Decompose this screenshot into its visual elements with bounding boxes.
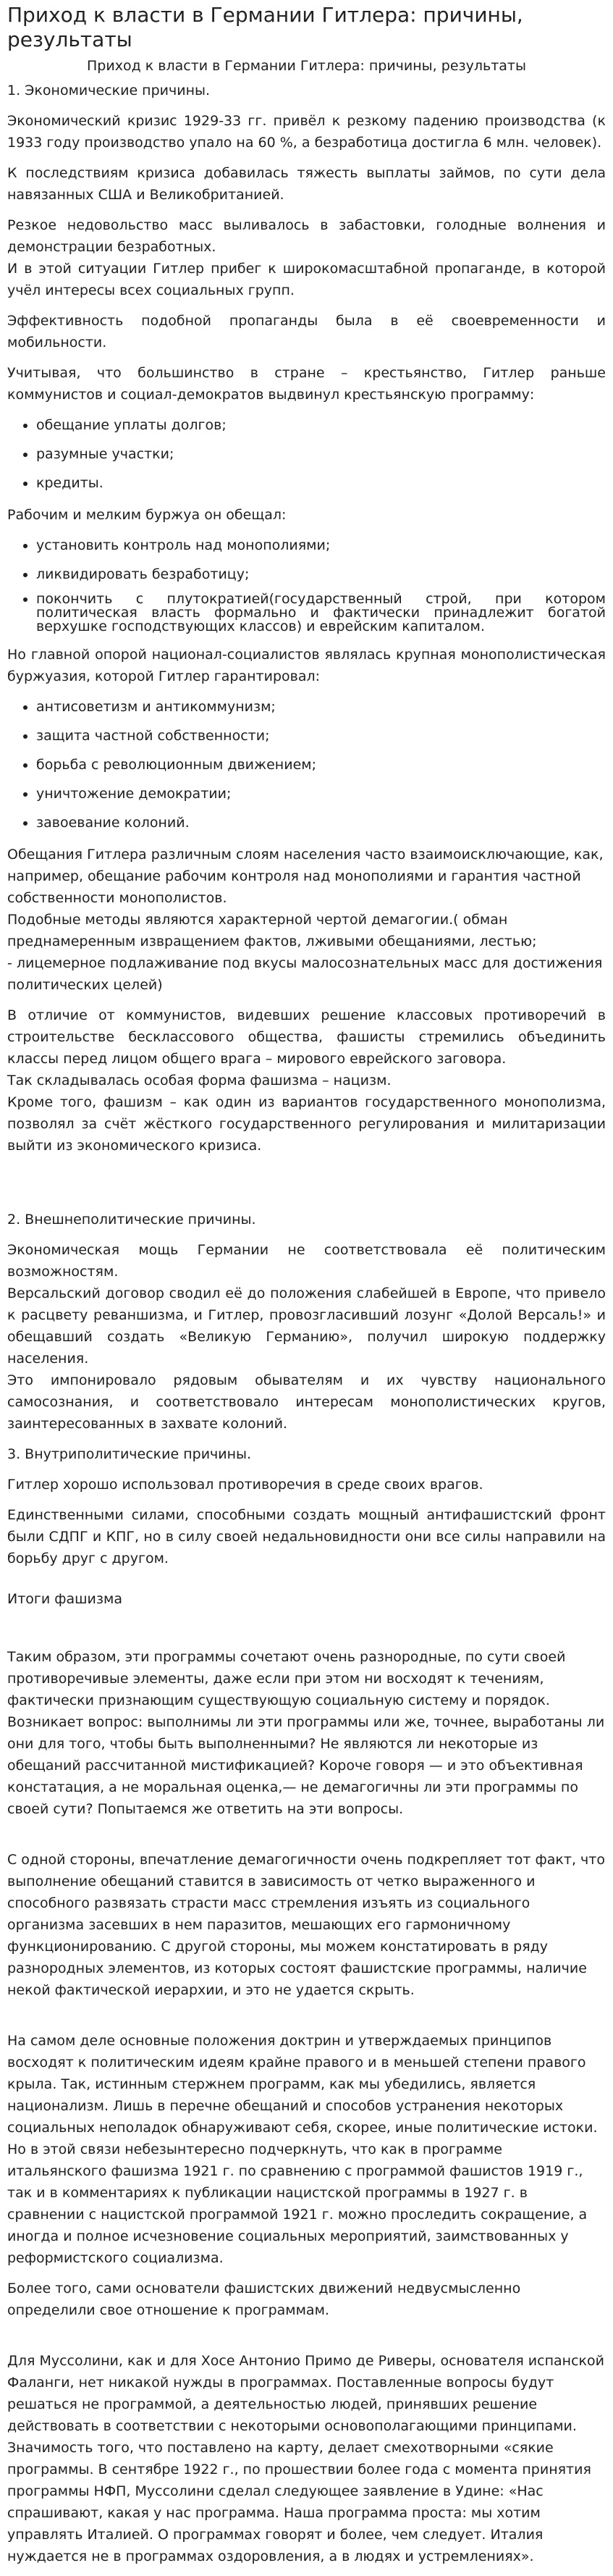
list-item: • антисоветизм и антикоммунизм; bbox=[36, 696, 606, 718]
paragraph: Таким образом, эти программы сочетают очень разнородные, по сути своей противоречивые элементы, даже если при этом ни восходят к течениям, фактически признающим существующую социальную систему и порядок. Возникает вопрос: выполнимы ли эти программы или же, точнее, выработаны ли они для того, чтобы быть выполненными? Не являются ли некоторые из обещаний рассчитанной мистификацией? Короче говоря — и это объективная констатация, а не моральная оценка,— не демагогичны ли эти программы по своей сути? Попытаемся же ответить на эти вопросы. bbox=[7, 1649, 605, 1817]
paragraph: Это импонировало рядовым обывателям и их чувству национального самосознания, и соответствовало интересам монополистических кругов, заинтересованных в захвате колоний. bbox=[7, 1372, 606, 1432]
paragraph: Рабочим и мелким буржуа он обещал: bbox=[7, 507, 287, 523]
paragraph: Гитлер хорошо использовал противоречия в среде своих врагов. bbox=[7, 1477, 483, 1493]
page-title: Приход к власти в Германии Гитлера: причины, результаты bbox=[7, 3, 523, 51]
paragraph: Экономическая мощь Германии не соответствовала её политическим возможностям. bbox=[7, 1242, 606, 1280]
paragraph: И в этой ситуации Гитлер прибег к широкомасштабной пропаганде, в которой учёл интересы всех социальных групп. bbox=[7, 261, 606, 298]
paragraph: Резкое недовольство масс выливалось в забастовки, голодные волнения и демонстрации безработных. bbox=[7, 217, 606, 255]
spacer bbox=[7, 1165, 606, 1209]
section-heading-foreign: 2. Внешнеполитические причины. bbox=[7, 1212, 256, 1228]
list-item: • разумные участки; bbox=[36, 443, 606, 465]
workers-promises-list bbox=[7, 534, 606, 634]
peasant-program-list bbox=[7, 414, 606, 494]
list-item: • борьба с революционным движением; bbox=[36, 754, 606, 776]
paragraph: Учитывая, что большинство в стране – крестьянство, Гитлер раньше коммунистов и социал-демократов выдвинул крестьянскую программу: bbox=[7, 365, 606, 403]
paragraph: На самом деле основные положения доктрин и утверждаемых принципов восходят к политическим идеям крайне правого и в меньшей степени правого крыла. Так, истинным стержнем программ, как мы убедились, является национализм. Лишь в перечне обещаний и способов устранения некоторых социальных неполадок обнаруживают себя, скорее, иные политические истоки. Но в этой связи небезынтересно подчеркнуть, что как в программе итальянского фашизма 1921 г. по сравнению с программой фашистов 1919 г., так и в комментариях к публикации нацистской программы в 1927 г. в сравнении с нацистской программой 1921 г. можно проследить сокращение, а иногда и полное исчезновение социальных мероприятий, заимствованных у реформистского социализма. bbox=[7, 2033, 598, 2266]
paragraph: Обещания Гитлера различным слоям населения часто взаимоисключающие, как, например, обещание рабочим контроля над монополиями и гарантия частной собственности монополистов. bbox=[7, 847, 604, 906]
paragraph: Для Муссолини, как и для Хосе Антонио Примо де Риверы, основателя испанской Фаланги, нет никакой нужды в программах. Поставленные вопросы будут решаться не программой, а деятельностью людей, принявших решение действовать в соответствии с некоторыми основополагающими принципами. Значимость того, что поставлено на карту, делает смехотворными «сякие программы. В сентябре 1922 г., по прошествии более года с момента принятия программы НФП, Муссолини сделал следующее заявление в Удине: «Нас спрашивают, какая у нас программа. Наша программа проста: мы хотим управлять Италией. О программах говорят и более, чем следует. Италия нуждается не в программах оздоровления, а в людях и устремлениях». bbox=[7, 2353, 604, 2564]
paragraph: К последствиям кризиса добавилась тяжесть выплаты займов, по сути дела навязанных США и Великобританией. bbox=[7, 165, 606, 203]
paragraph: Так складывалась особая форма фашизма – нацизм. bbox=[7, 1073, 392, 1088]
list-item: • уничтожение демократии; bbox=[36, 783, 606, 805]
list-item: • обещание уплаты долгов; bbox=[36, 414, 606, 436]
paragraph: Кроме того, фашизм – как один из вариантов государственного монополизма, позволял за счёт жёсткого государственного регулирования и милитаризации выйти из экономического кризиса. bbox=[7, 1094, 606, 1154]
page-subtitle: Приход к власти в Германии Гитлера: причины, результаты bbox=[87, 58, 526, 74]
paragraph: Подобные методы являются характерной чертой демагогии.( обман преднамеренным извращением фактов, лживыми обещаниями, лестью; bbox=[7, 912, 537, 949]
list-item: • защита частной собственности; bbox=[36, 725, 606, 747]
paragraph: Но главной опорой национал-социалистов являлась крупная монополистическая буржуазия, которой Гитлер гарантировал: bbox=[7, 647, 606, 684]
list-item: • ликвидировать безработицу; bbox=[36, 563, 606, 585]
list-item: • установить контроль над монополиями; bbox=[36, 534, 606, 556]
bourgeois-guarantees-list bbox=[7, 696, 606, 834]
paragraph: Эффективность подобной пропаганды была в её своевременности и мобильности. bbox=[7, 313, 606, 351]
list-item: • кредиты. bbox=[36, 472, 606, 494]
paragraph: Экономический кризис 1929-33 гг. привёл к резкому падению производства (к 1933 году производство упало на 60 %, а безработица достигла 6 млн. человек). bbox=[7, 113, 606, 151]
section-heading-domestic: 3. Внутриполитические причины. bbox=[7, 1446, 252, 1462]
paragraph: Единственными силами, способными создать мощный антифашистский фронт были СДПГ и КПГ, но в силу своей недальновидности они все силы направили на борьбу друг с другом. bbox=[7, 1507, 606, 1566]
paragraph: Более того, сами основатели фашистских движений недвусмысленно определили свое отношение к программам. bbox=[7, 2281, 521, 2318]
paragraph: - лицемерное подлаживание под вкусы малосознательных масс для достижения политических целей) bbox=[7, 955, 603, 993]
paragraph: В отличие от коммунистов, видевших решение классовых противоречий в строительстве бесклассового общества, фашисты стремились объединить классы перед лицом общего врага – мирового еврейского заговора. bbox=[7, 1007, 606, 1067]
paragraph: С одной стороны, впечатление демагогичности очень подкрепляет тот факт, что выполнение обещаний ставится в зависимость от четко выраженного и способного развязать страсти масс стремления изъять из социального организма засевших в нем паразитов, мешающих его гармоничному функционированию. С другой стороны, мы можем констатировать в ряду разнородных элементов, из которых состоят фашистские программы, наличие некой фактической иерархии, и это не удается скрыть. bbox=[7, 1852, 605, 1998]
section-heading-economic: 1. Экономические причины. bbox=[7, 83, 211, 98]
list-item: • завоевание колоний. bbox=[36, 812, 606, 834]
paragraph: Версальский договор сводил её до положения слабейшей в Европе, что привело к расцвету реваншизма, и Гитлер, провозгласивший лозунг «Долой Версаль!» и обещавший создать «Великую Германию», получил широкую поддержку населения. bbox=[7, 1285, 606, 1367]
section-heading-results: Итоги фашизма bbox=[7, 1591, 122, 1607]
list-item: • покончить с плутократией(государственный строй, при котором политическая власть формально и фактически принадлежит богатой верхушке господствующих классов) и еврейским капиталом. bbox=[36, 592, 606, 634]
